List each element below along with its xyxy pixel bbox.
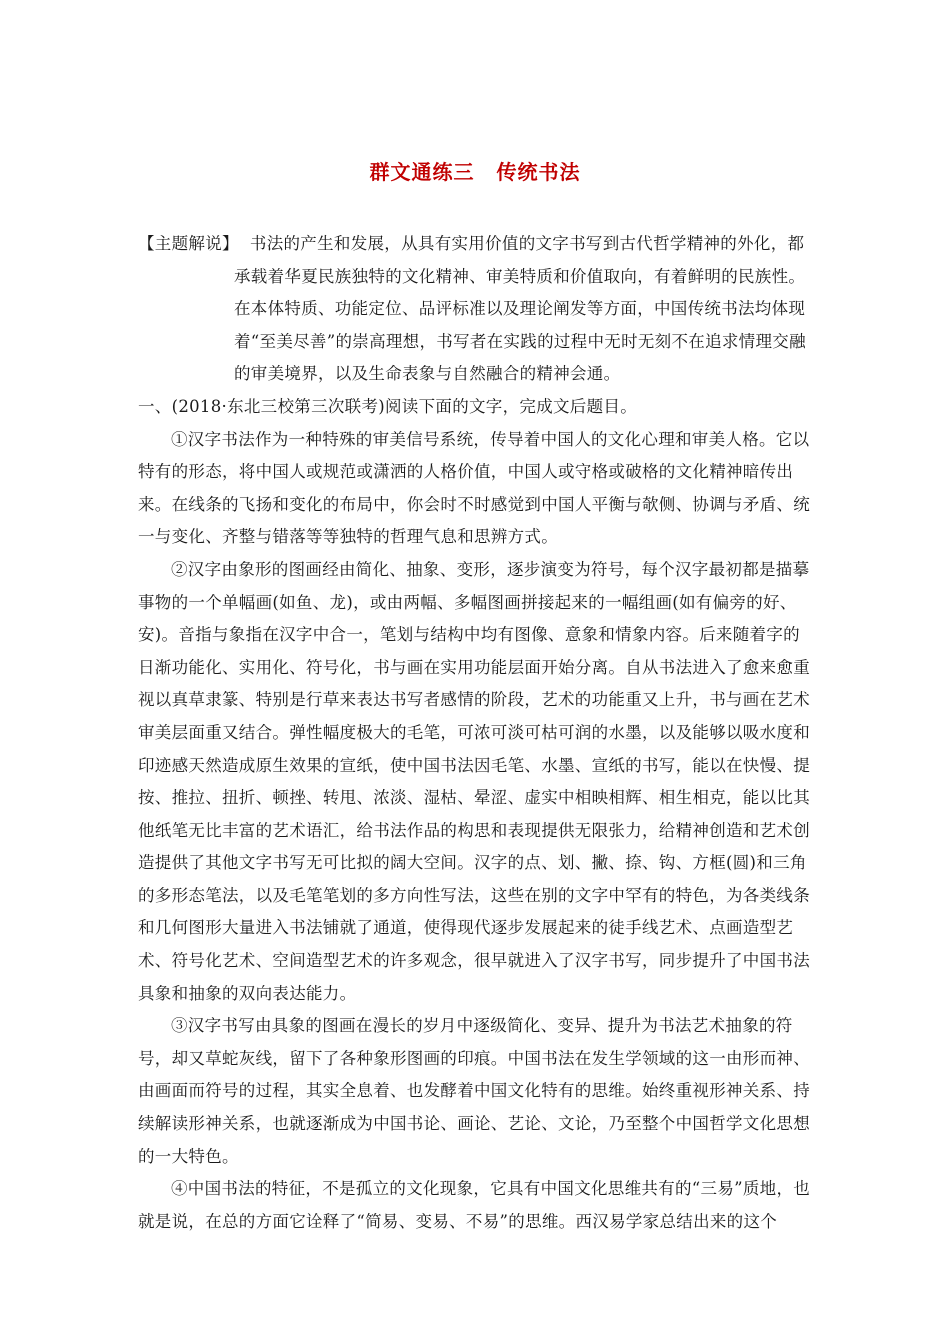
question-heading: 一、(2018·东北三校第三次联考)阅读下面的文字，完成文后题目。 [138, 396, 638, 416]
theme-explanation-paragraph [138, 228, 814, 391]
passage-paragraph-1: ①汉字书法作为一种特殊的审美信号系统，传导着中国人的文化心理和审美人格。它以特有的形态，将中国人或规范或潇洒的人格价值，中国人或守格或破格的文化精神暗传出来。在线条的飞扬和变化的布局中，你会时不时感觉到中国人平衡与欹侧、协调与矛盾、统一与变化、齐整与错落等等独特的哲理气息和思辨方式。 [138, 429, 810, 547]
passage-paragraph-4: ④中国书法的特征，不是孤立的文化现象，它具有中国文化思维共有的“三易”质地，也就是说，在总的方面它诠释了“简易、变易、不易”的思维。西汉易学家总结出来的这个 [138, 1179, 811, 1231]
theme-explanation [138, 228, 814, 391]
title-series: 群文通练三 [369, 160, 475, 184]
document-body [138, 228, 814, 1238]
passage-paragraph-3: ③汉字书写由具象的图画在漫长的岁月中逐级简化、变异、提升为书法艺术抽象的符号，却又草蛇灰线，留下了各种象形图画的印痕。中国书法在发生学领域的这一由形而神、由画面而符号的过程，其实全息着、也发酵着中国文化特有的思维。始终重视形神关系、持续解读形神关系，也就逐渐成为中国书论、画论、艺论、文论，乃至整个中国哲学文化思想的一大特色。 [138, 1016, 810, 1166]
passage-paragraph-2: ②汉字由象形的图画经由简化、抽象、变形，逐步演变为符号，每个汉字最初都是描摹事物的一个单幅画(如鱼、龙)，或由两幅、多幅图画拼接起来的一幅组画(如有偏旁的好、安)。音指与象指在汉字中合一，笔划与结构中均有图像、意象和情象内容。后来随着字的日渐功能化、实用化、符号化，书与画在实用功能层面开始分离。自从书法进入了愈来愈重视以真草隶篆、特别是行草来表达书写者感情的阶段，艺术的功能重又上升，书与画在艺术审美层面重又结合。弹性幅度极大的毛笔，可浓可淡可枯可润的水墨，以及能够以吸水度和印迹感天然造成原生效果的宣纸，使中国书法因毛笔、水墨、宣纸的书写，能以在快慢、提按、推拉、扭折、顿挫、转甩、浓淡、湿枯、晕涩、虚实中相映相辉、相生相克，能以比其他纸笔无比丰富的艺术语汇，给书法作品的构思和表现提供无限张力，给精神创造和艺术创造提供了其他文字书写无可比拟的阔大空间。汉字的点、划、撇、捺、钩、方框(圆)和三角的多形态笔法，以及毛笔笔划的多方向性写法，这些在别的文字中罕有的特色，为各类线条和几何图形大量进入书法铺就了通道，使得现代逐步发展起来的徒手线艺术、点画造型艺术、符号化艺术、空间造型艺术的许多观念，很早就进入了汉字书写，同步提升了中国书法具象和抽象的双向表达能力。 [138, 559, 810, 1003]
theme-explanation-text: 书法的产生和发展，从具有实用价值的文字书写到古代哲学精神的外化，都承载着华夏民族独特的文化精神、审美特质和价值取向，有着鲜明的民族性。在本体特质、功能定位、品评标准以及理论阐发等方面，中国传统书法均体现着“至美尽善”的崇高理想，书写者在实践的过程中无时无刻不在追求情理交融的审美境界，以及生命表象与自然融合的精神会通。 [234, 234, 806, 384]
title-topic: 传统书法 [496, 160, 581, 184]
theme-explanation-label: 【主题解说】 [138, 234, 239, 253]
page-title [0, 156, 950, 185]
